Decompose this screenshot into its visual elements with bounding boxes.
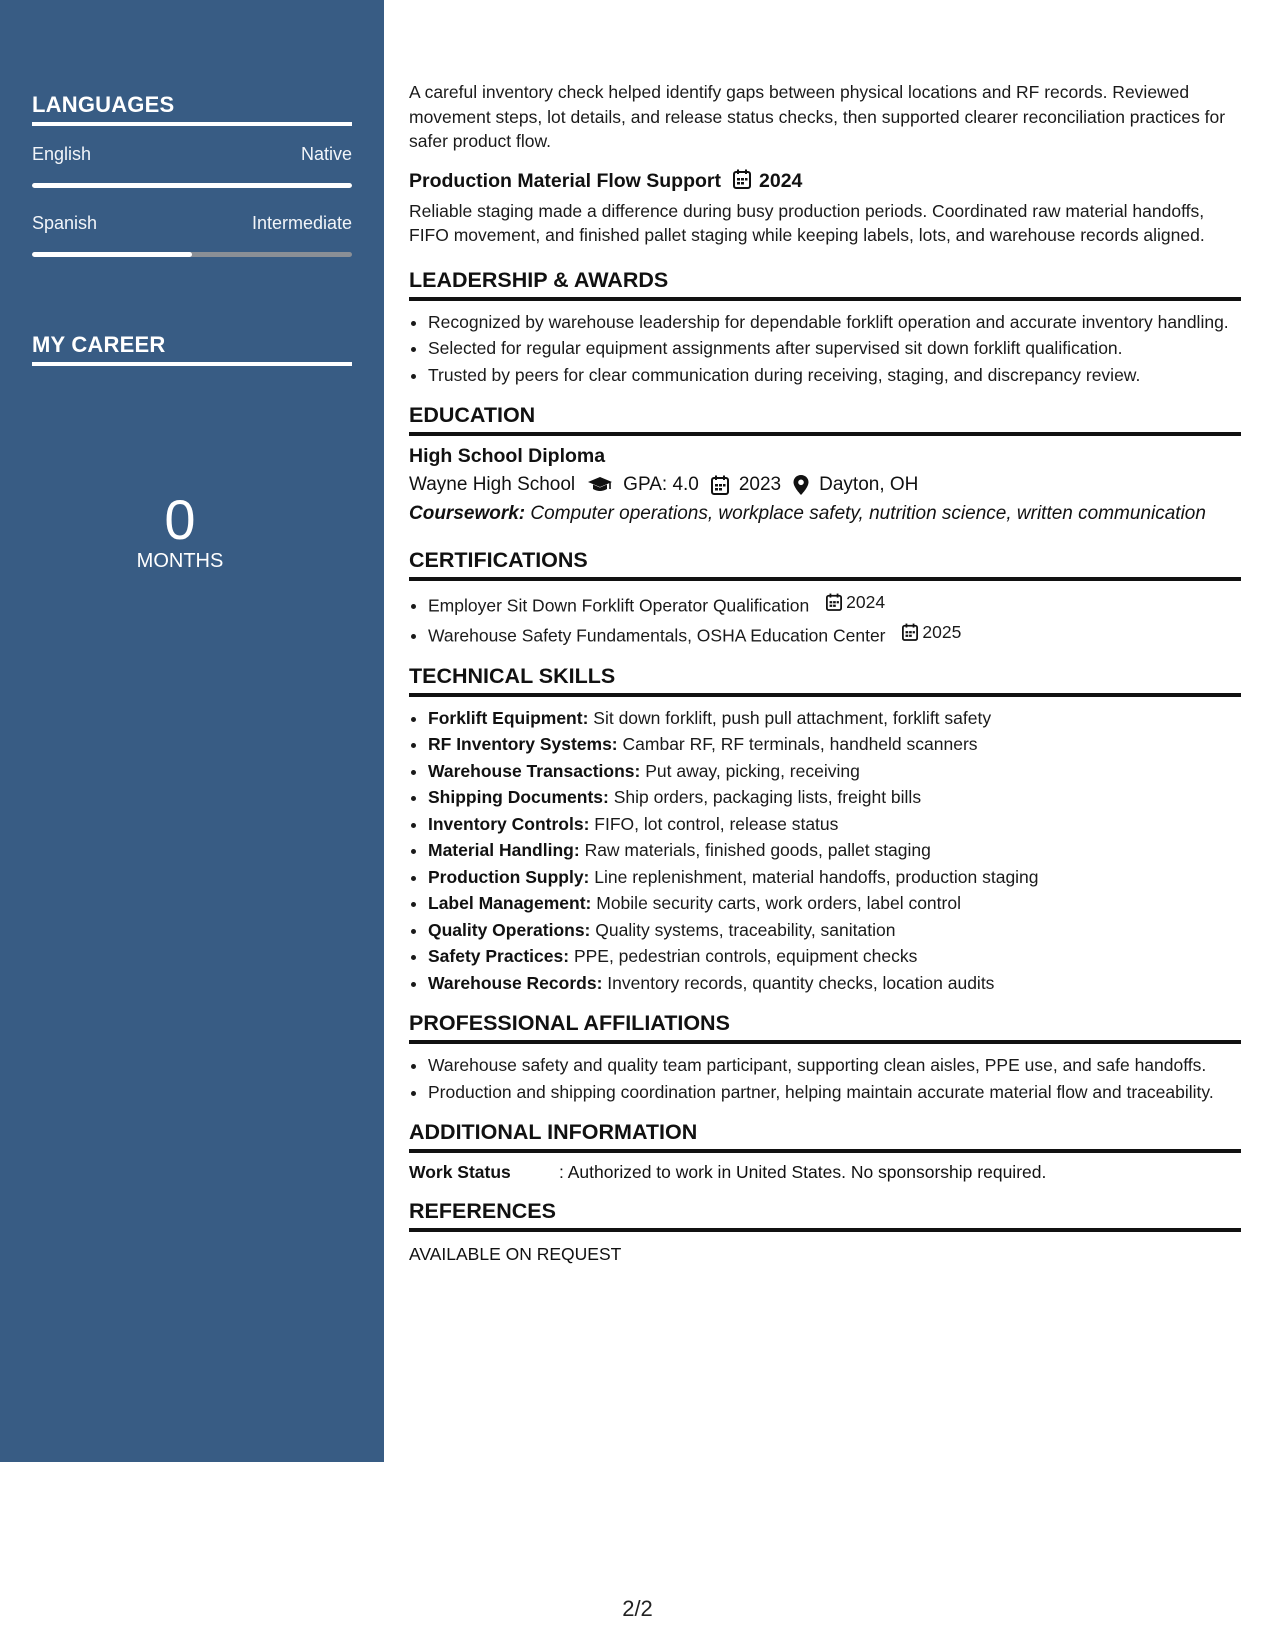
intro-paragraph: A careful inventory check helped identify gaps between physical locations and RF records. Reviewed movement steps, lot details, and release status checks, then supported clearer reconciliation practices for safer product flow. bbox=[409, 82, 1226, 151]
skill-value: Ship orders, packaging lists, freight bills bbox=[613, 787, 922, 807]
list-item bbox=[428, 865, 1241, 890]
education-meta bbox=[409, 474, 1241, 496]
work-status-row bbox=[409, 1162, 1241, 1183]
coursework-text: Computer operations, workplace safety, nutrition science, written communication bbox=[530, 503, 1206, 524]
language-bar-spanish bbox=[32, 252, 352, 257]
list-item bbox=[428, 590, 1241, 618]
list-item: • Warehouse safety and quality team participant, supporting clean aisles, PPE use, and safe handoffs. bbox=[428, 1053, 1241, 1078]
skill-label: Material Handling: bbox=[428, 840, 580, 860]
graduation-cap-icon bbox=[587, 476, 613, 494]
skill-value: Inventory records, quantity checks, location audits bbox=[607, 972, 995, 993]
coursework bbox=[409, 502, 1241, 526]
certification-name: Warehouse Safety Fundamentals, OSHA Education Center bbox=[428, 625, 886, 645]
career-heading: MY CAREER bbox=[32, 332, 352, 366]
leadership-list bbox=[409, 310, 1241, 388]
skill-label: Inventory Controls: bbox=[428, 813, 590, 834]
language-row-english bbox=[32, 144, 352, 165]
language-name: English bbox=[32, 144, 92, 164]
skill-label: Label Management: bbox=[428, 893, 592, 913]
list-item bbox=[428, 732, 1241, 757]
page-number: 2/2 bbox=[622, 1596, 653, 1621]
skill-value: Line replenishment, material handoffs, production staging bbox=[594, 866, 1039, 887]
skill-value: Sit down forklift, push pull attachment, forklift safety bbox=[593, 707, 992, 728]
skill-label: Shipping Documents: bbox=[428, 787, 609, 807]
language-level: Intermediate bbox=[251, 213, 352, 233]
project-title: Production Material Flow Support bbox=[409, 170, 721, 192]
certification-name: Employer Sit Down Forklift Operator Qualification bbox=[428, 595, 810, 616]
skill-label: Warehouse Transactions: bbox=[428, 760, 641, 781]
language-row-spanish bbox=[32, 213, 352, 234]
list-item bbox=[428, 706, 1241, 731]
skill-value: Cambar RF, RF terminals, handheld scanners bbox=[622, 734, 978, 754]
skills-heading: TECHNICAL SKILLS bbox=[409, 664, 1241, 697]
certifications-heading: CERTIFICATIONS bbox=[409, 548, 1241, 581]
list-item bbox=[428, 971, 1241, 996]
list-item: • Trusted by peers for clear communication during receiving, staging, and discrepancy review. bbox=[428, 363, 1241, 388]
certification-date bbox=[902, 620, 961, 645]
skill-value: Put away, picking, receiving bbox=[645, 760, 860, 781]
list-item bbox=[428, 918, 1241, 943]
list-item bbox=[428, 812, 1241, 837]
project-year: 2024 bbox=[759, 170, 803, 192]
project-description: Reliable staging made a difference during busy production periods. Coordinated raw material handoffs, FIFO movement, and finished pallet staging while keeping labels, lots, and warehouse records aligned. bbox=[409, 200, 1205, 245]
skill-value: Quality systems, traceability, sanitation bbox=[595, 919, 896, 940]
project-title-row bbox=[409, 169, 1241, 195]
skill-label: Safety Practices: bbox=[428, 946, 570, 966]
calendar-icon bbox=[733, 169, 751, 195]
work-status-value: : Authorized to work in United States. No sponsorship required. bbox=[559, 1162, 1047, 1182]
skill-label: Warehouse Records: bbox=[428, 972, 603, 993]
certification-year: 2025 bbox=[922, 621, 962, 642]
list-item bbox=[428, 838, 1241, 863]
list-item: • Selected for regular equipment assignments after supervised sit down forklift qualification. bbox=[428, 336, 1241, 361]
list-item bbox=[428, 620, 1241, 648]
gpa: GPA: 4.0 bbox=[623, 474, 699, 495]
career-unit: MONTHS bbox=[136, 550, 224, 572]
references-heading: REFERENCES bbox=[409, 1199, 1241, 1232]
calendar-icon bbox=[826, 593, 842, 611]
skill-value: Mobile security carts, work orders, label control bbox=[596, 893, 961, 913]
skill-label: Quality Operations: bbox=[428, 919, 591, 940]
school-location: Dayton, OH bbox=[819, 474, 919, 495]
language-bar-fill bbox=[32, 252, 192, 257]
skill-value: PPE, pedestrian controls, equipment checks bbox=[573, 946, 918, 966]
sidebar bbox=[0, 0, 384, 1462]
skill-label: RF Inventory Systems: bbox=[428, 734, 618, 754]
school-name: Wayne High School bbox=[409, 474, 576, 495]
skill-label: Forklift Equipment: bbox=[428, 707, 589, 728]
list-item: • Production and shipping coordination partner, helping maintain accurate material flow and traceability. bbox=[428, 1080, 1241, 1105]
skills-list bbox=[409, 706, 1241, 996]
leadership-heading: LEADERSHIP & AWARDS bbox=[409, 268, 1241, 301]
language-bar-fill bbox=[32, 183, 352, 188]
list-item: • Recognized by warehouse leadership for dependable forklift operation and accurate inventory handling. bbox=[428, 310, 1241, 335]
certifications-list bbox=[409, 590, 1241, 648]
degree-title: High School Diploma bbox=[409, 445, 606, 467]
list-item bbox=[428, 944, 1241, 969]
career-value: 0 bbox=[164, 488, 196, 551]
references-text: AVAILABLE ON REQUEST bbox=[409, 1244, 622, 1264]
languages-heading: LANGUAGES bbox=[32, 92, 352, 126]
certification-date bbox=[826, 590, 885, 615]
work-status-label: Work Status bbox=[409, 1162, 511, 1182]
language-level: Native bbox=[300, 144, 352, 164]
list-item bbox=[428, 759, 1241, 784]
language-bar-english bbox=[32, 183, 352, 188]
graduation-year: 2023 bbox=[738, 474, 782, 495]
main-content bbox=[409, 80, 1241, 1265]
certification-year: 2024 bbox=[846, 592, 886, 612]
skill-value: Raw materials, finished goods, pallet staging bbox=[584, 840, 931, 860]
calendar-icon bbox=[711, 475, 729, 495]
education-heading: EDUCATION bbox=[409, 403, 1241, 436]
skill-value: FIFO, lot control, release status bbox=[594, 813, 839, 834]
list-item bbox=[428, 785, 1241, 810]
additional-info-heading: ADDITIONAL INFORMATION bbox=[409, 1120, 1241, 1153]
skill-label: Production Supply: bbox=[428, 866, 590, 887]
location-pin-icon bbox=[793, 475, 809, 495]
affiliations-heading: PROFESSIONAL AFFILIATIONS bbox=[409, 1011, 1241, 1044]
coursework-label: Coursework: bbox=[409, 503, 526, 524]
language-name: Spanish bbox=[32, 213, 98, 233]
affiliations-list bbox=[409, 1053, 1241, 1104]
list-item bbox=[428, 891, 1241, 916]
calendar-icon bbox=[902, 623, 918, 641]
